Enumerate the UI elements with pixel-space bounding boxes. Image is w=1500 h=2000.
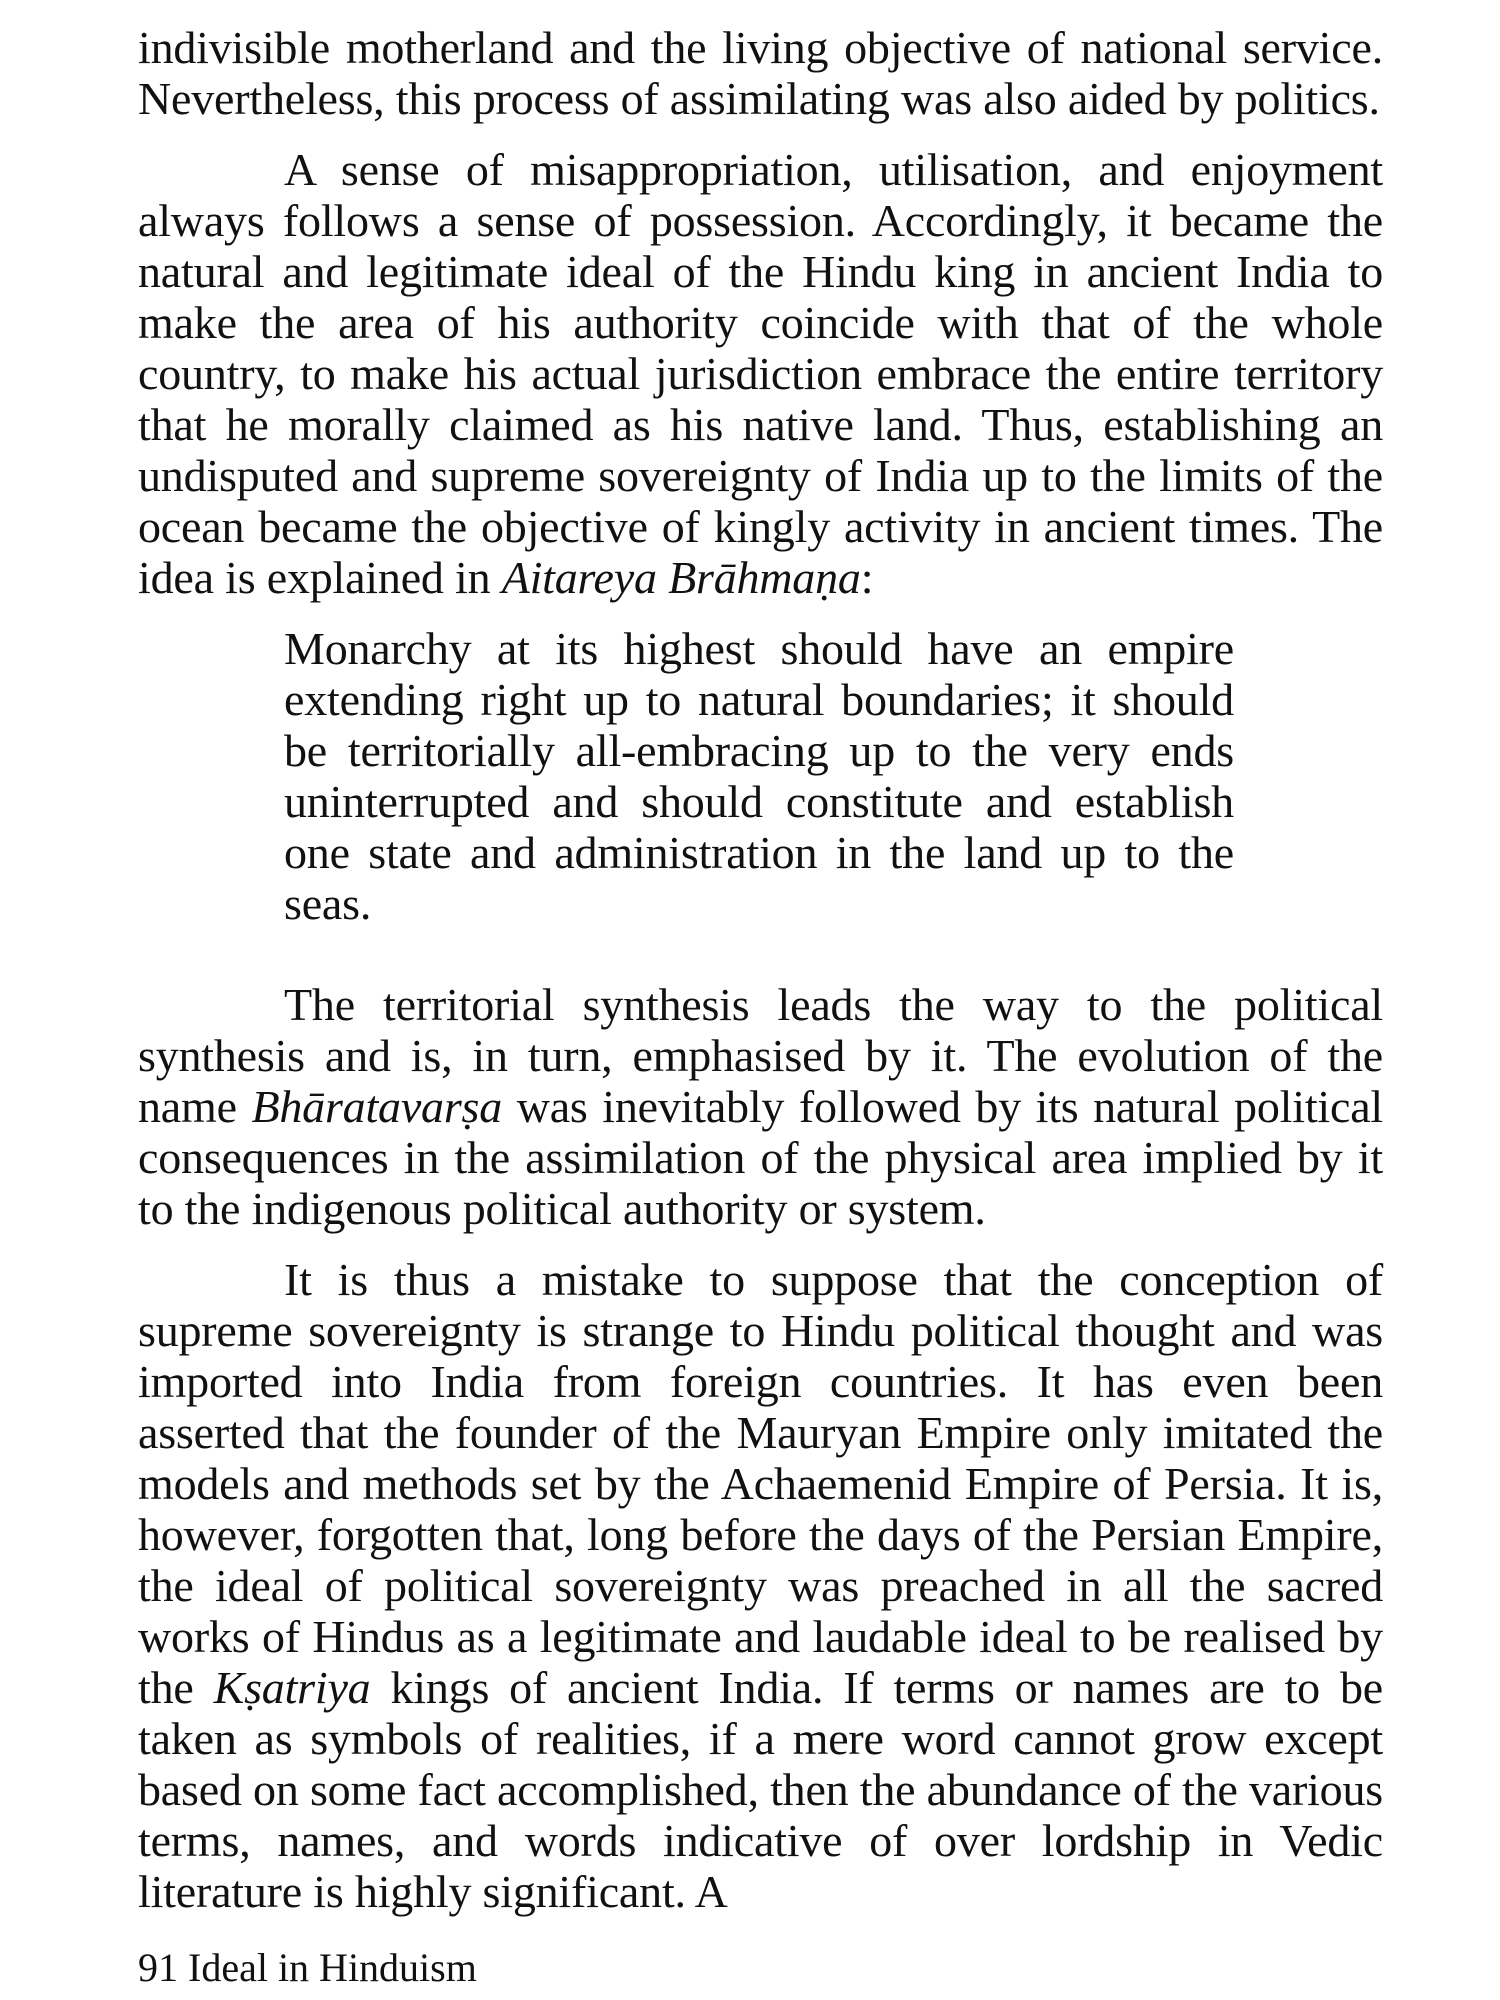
paragraph-4-italic-term: Kṣatriya xyxy=(213,1662,371,1713)
paragraph-3-italic-term: Bhāratavarṣa xyxy=(251,1081,503,1132)
paragraph-3 xyxy=(138,979,1383,1234)
running-title: Ideal in Hinduism xyxy=(188,1945,477,1990)
paragraph-4-start: It is thus a mistake to suppose that the conception of supreme sovereignty is strange to Hindu political thought and was imported into India from foreign countries. It has even been asserted that the founder of the Mauryan Empire only imitated the models and methods set by the Achaemenid Empire of Persia. It is, however, forgotten that, long before the days of the Persian Empire, the ideal of political sovereignty was preached in all the sacred works of Hindus as a legitimate and laudable ideal to be realised by the xyxy=(138,1254,1383,1713)
paragraph-3-start: The territorial synthesis leads the way to the political synthesis and is, in turn, emphasised by it. The evolution of the name xyxy=(138,979,1383,1132)
page-footer xyxy=(138,1946,477,1990)
block-quote: Monarchy at its highest should have an empire extending right up to natural boundaries; it should be territorially all-embracing up to the very ends uninterrupted and should constitute and establish one state and administration in the land up to the seas. xyxy=(284,623,1234,929)
paragraph-4 xyxy=(138,1254,1383,1917)
paragraph-1: indivisible motherland and the living objective of national service. Nevertheless, this process of assimilating was also aided by politics. xyxy=(138,22,1383,124)
paragraph-2-end: : xyxy=(860,552,874,603)
paragraph-2-italic-title: Aitareya Brāhmaṇa xyxy=(501,552,861,603)
page-body xyxy=(138,22,1383,1917)
paragraph-3-end: was inevitably followed by its natural political consequences in the assimilation of the physical area implied by it to the indigenous political authority or system. xyxy=(138,1081,1383,1234)
paragraph-2 xyxy=(138,144,1383,603)
page-number: 91 xyxy=(138,1945,178,1990)
paragraph-4-end: kings of ancient India. If terms or names are to be taken as symbols of realities, if a mere word cannot grow except based on some fact accomplished, then the abundance of the various terms, names, and words indicative of over lordship in Vedic literature is highly significant. A xyxy=(138,1662,1383,1917)
paragraph-2-text: A sense of misappropriation, utilisation, and enjoyment always follows a sense of possession. Accordingly, it became the natural and legitimate ideal of the Hindu king in ancient India to make the area of his authority coincide with that of the whole country, to make his actual jurisdiction embrace the entire territory that he morally claimed as his native land. Thus, establishing an undisputed and supreme sovereignty of India up to the limits of the ocean became the objective of kingly activity in ancient times. The idea is explained in xyxy=(138,144,1383,603)
